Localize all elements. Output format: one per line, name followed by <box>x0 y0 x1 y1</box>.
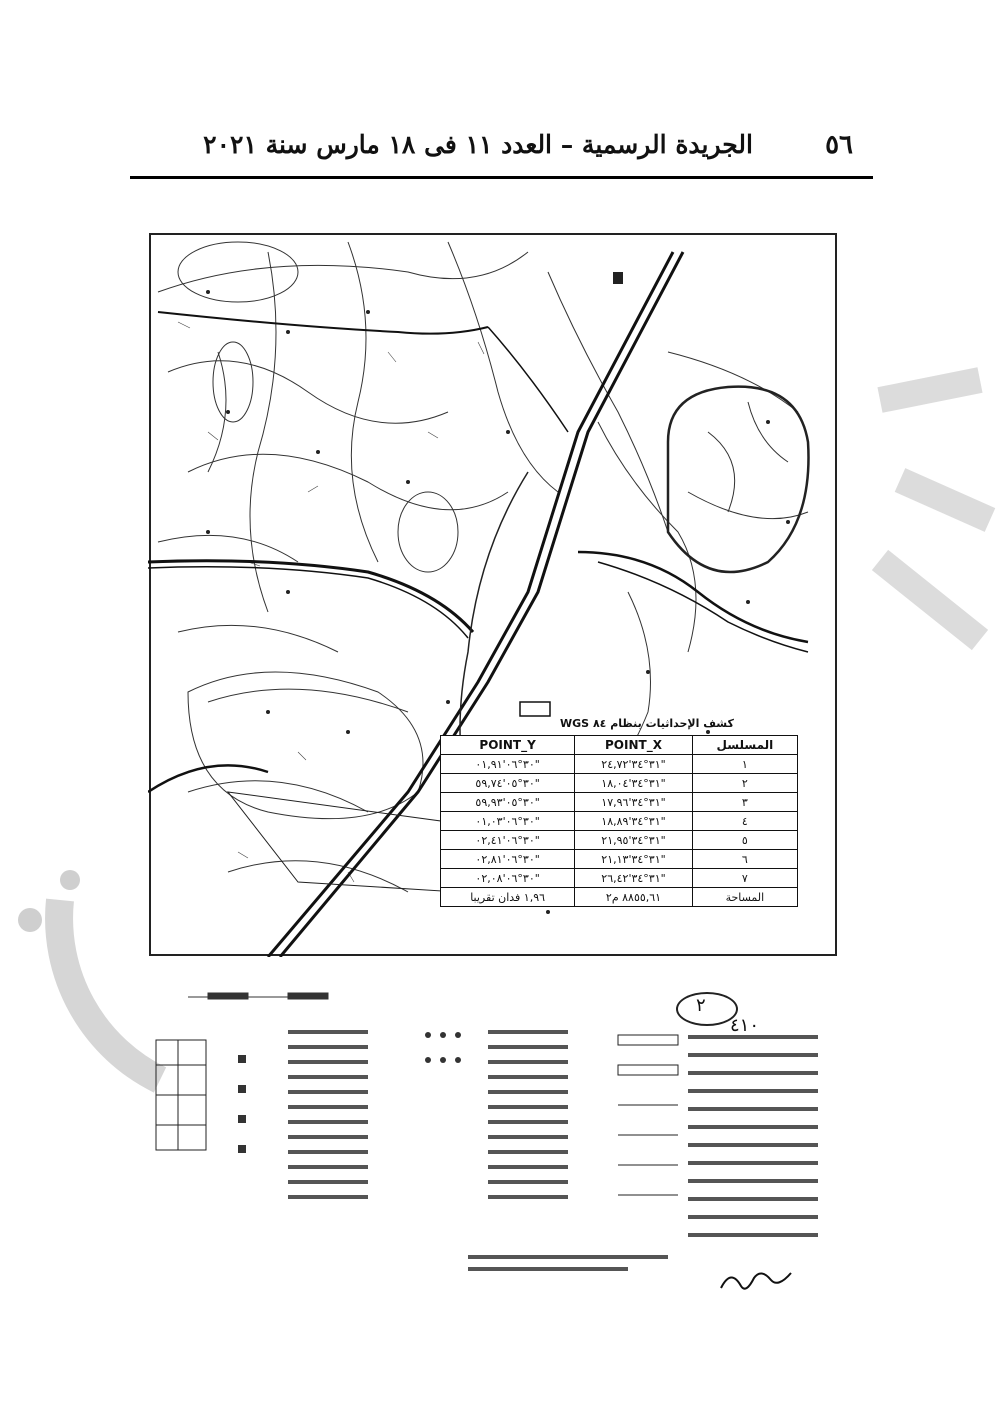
table-row <box>441 793 798 812</box>
serial-cell: ٤ <box>692 812 797 831</box>
serial-cell: ٣ <box>692 793 797 812</box>
page-number: ٥٦ <box>825 130 853 160</box>
gazette-title: الجريدة الرسمية – العدد ١١ فى ١٨ مارس سنة ٢٠٢١ <box>203 130 753 159</box>
coordinates-table-caption: كشف الإحداثيات بنظام ٨٤ WGS <box>560 717 734 730</box>
area-label-cell: المساحة <box>692 888 797 907</box>
point-y-cell: ٣٠°٠٦'٠٢,٤١" <box>441 831 575 850</box>
area-row <box>441 888 798 907</box>
point-y-cell: ٣٠°٠٥'٥٩,٧٤" <box>441 774 575 793</box>
serial-cell: ١ <box>692 755 797 774</box>
column-header: POINT_Y <box>441 736 575 755</box>
handwritten-signature <box>716 1258 796 1298</box>
point-y-cell: ٣٠°٠٥'٥٩,٩٣" <box>441 793 575 812</box>
stamp-circle <box>676 992 738 1026</box>
area-sqm-cell: ٨٨٥٥,٦١ م٢ <box>575 888 693 907</box>
table-row <box>441 774 798 793</box>
table-row <box>441 831 798 850</box>
point-x-cell: ٣١°٣٤'٢٦,٤٢" <box>575 869 693 888</box>
area-acres-cell: ١,٩٦ فدان تقريبا <box>441 888 575 907</box>
column-header: المسلسل <box>692 736 797 755</box>
table-row <box>441 869 798 888</box>
table-row <box>441 755 798 774</box>
table-row <box>441 812 798 831</box>
coordinates-table <box>440 735 798 907</box>
point-x-cell: ٣١°٣٤'٢٤,٧٢" <box>575 755 693 774</box>
page-header <box>130 128 873 168</box>
point-y-cell: ٣٠°٠٦'٠٢,٨١" <box>441 850 575 869</box>
serial-cell: ٦ <box>692 850 797 869</box>
point-x-cell: ٣١°٣٤'١٧,٩٦" <box>575 793 693 812</box>
stamp-number: ٢ <box>696 995 706 1016</box>
point-y-cell: ٣٠°٠٦'٠٢,٠٨" <box>441 869 575 888</box>
point-x-cell: ٣١°٣٤'٢١,١٣" <box>575 850 693 869</box>
point-x-cell: ٣١°٣٤'٢١,٩٥" <box>575 831 693 850</box>
header-divider <box>130 176 873 179</box>
column-header: POINT_X <box>575 736 693 755</box>
point-x-cell: ٣١°٣٤'١٨,٠٤" <box>575 774 693 793</box>
point-y-cell: ٣٠°٠٦'٠١,٠٣" <box>441 812 575 831</box>
point-y-cell: ٣٠°٠٦'٠١,٩١" <box>441 755 575 774</box>
table-header-row <box>441 736 798 755</box>
serial-cell: ٥ <box>692 831 797 850</box>
serial-cell: ٧ <box>692 869 797 888</box>
table-row <box>441 850 798 869</box>
serial-cell: ٢ <box>692 774 797 793</box>
point-x-cell: ٣١°٣٤'١٨,٨٩" <box>575 812 693 831</box>
handwritten-annotation: ٤١٠ <box>730 1015 760 1036</box>
